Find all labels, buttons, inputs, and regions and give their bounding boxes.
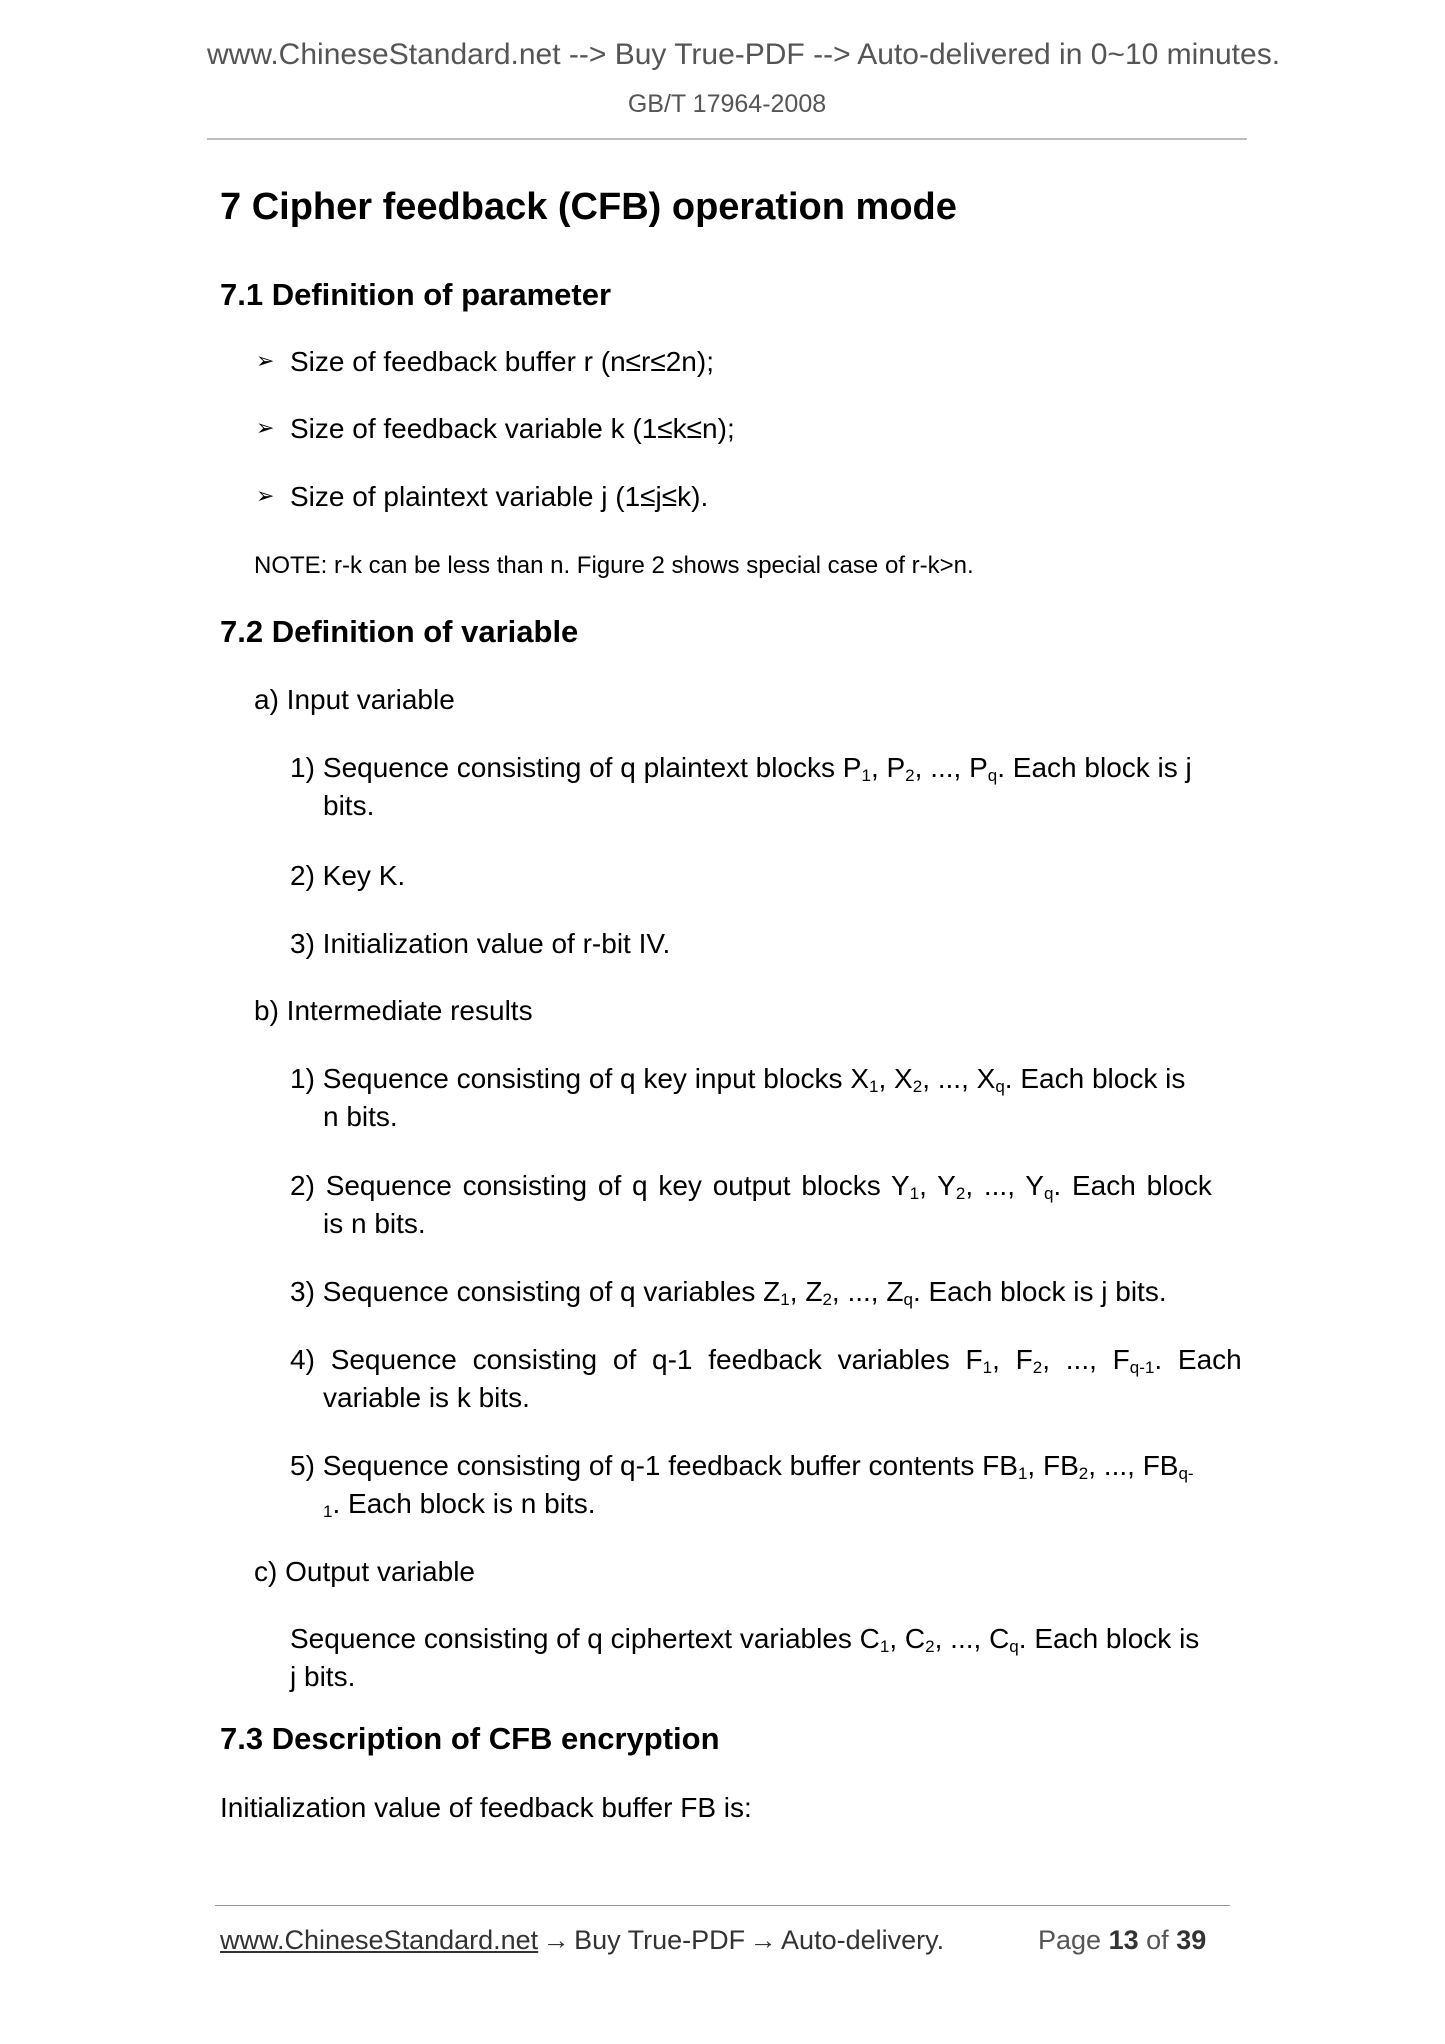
parameter-item: Size of feedback variable k (1≤k≤n); <box>290 413 735 444</box>
section-title: 7 Cipher feedback (CFB) operation mode <box>220 186 957 228</box>
parameter-item: Size of plaintext variable j (1≤j≤k). <box>290 481 709 512</box>
total-pages: 39 <box>1176 1925 1207 1955</box>
page-number: 13 <box>1108 1925 1139 1955</box>
parameter-item: Size of feedback buffer r (n≤r≤2n); <box>290 346 714 377</box>
intermediate-item-1: 1) Sequence consisting of q key input blocks $X_1$, $X_2$, ..., $X_q$. Each block is n bits. <box>290 1063 1186 1132</box>
bullet-arrow-icon: ➢ <box>256 348 275 373</box>
intermediate-item-3: 3) Sequence consisting of q variables $Z_1$, $Z_2$, ..., $Z_q$. Each block is j bits. <box>290 1276 1167 1309</box>
subsection-7-1-title: 7.1 Definition of parameter <box>220 277 612 312</box>
footer-delivery: Auto-delivery. <box>781 1925 945 1955</box>
arrow-icon: → <box>749 1925 777 1955</box>
item-number: 1) <box>290 752 315 783</box>
header-banner: www.ChineseStandard.net --> Buy True-PDF --> Auto-delivered in 0~10 minutes. <box>207 38 1281 71</box>
footer <box>220 1925 944 1956</box>
standard-number: GB/T 17964-2008 <box>627 90 827 118</box>
page-indicator: Page 13 of 39 <box>1038 1925 1207 1955</box>
bullet-arrow-icon: ➢ <box>256 415 275 440</box>
intermediate-item-4: 4) Sequence consisting of q-1 feedback variables $F_1$, $F_2$, ..., $F_{q-1}$. Each variable is k bits. <box>290 1344 1242 1413</box>
output-variable-label: c) Output variable <box>254 1556 475 1587</box>
output-item: Sequence consisting of q ciphertext variables $C_1$, $C_2$, ..., $C_q$. Each block is j bits. <box>290 1623 1200 1692</box>
footer-buy: Buy True-PDF <box>574 1925 746 1955</box>
input-item-1: 1) Sequence consisting of q plaintext blocks $P_1$, $P_2$, ..., $P_q$. Each block is j bits. <box>290 749 1235 825</box>
intermediate-results-label: b) Intermediate results <box>254 995 533 1026</box>
subsection-7-2-title: 7.2 Definition of variable <box>220 614 579 649</box>
input-item-2: 2) Key K. <box>290 860 406 891</box>
input-variable-label: a) Input variable <box>254 684 455 715</box>
cfb-intro: Initialization value of feedback buffer FB is: <box>220 1792 752 1823</box>
footer-rule <box>215 1905 1230 1906</box>
header-rule <box>207 138 1247 140</box>
intermediate-item-2: 2) Sequence consisting of q key output blocks $Y_1$, $Y_2$, ..., $Y_q$. Each block is n bits. <box>290 1170 1212 1239</box>
arrow-icon: → <box>542 1925 570 1955</box>
input-item-3: 3) Initialization value of r-bit IV. <box>290 928 671 959</box>
footer-link[interactable]: www.ChineseStandard.net <box>220 1925 539 1955</box>
intermediate-item-5: 5) Sequence consisting of q-1 feedback buffer contents $FB_1$, $FB_2$, ..., $FB_{q-}$ $_1$. Each block is n bits. <box>290 1450 1194 1521</box>
bullet-arrow-icon: ➢ <box>256 483 275 508</box>
subsection-7-3-title: 7.3 Description of CFB encryption <box>220 1721 720 1756</box>
note: NOTE: r-k can be less than n. Figure 2 shows special case of r-k>n. <box>254 552 974 579</box>
